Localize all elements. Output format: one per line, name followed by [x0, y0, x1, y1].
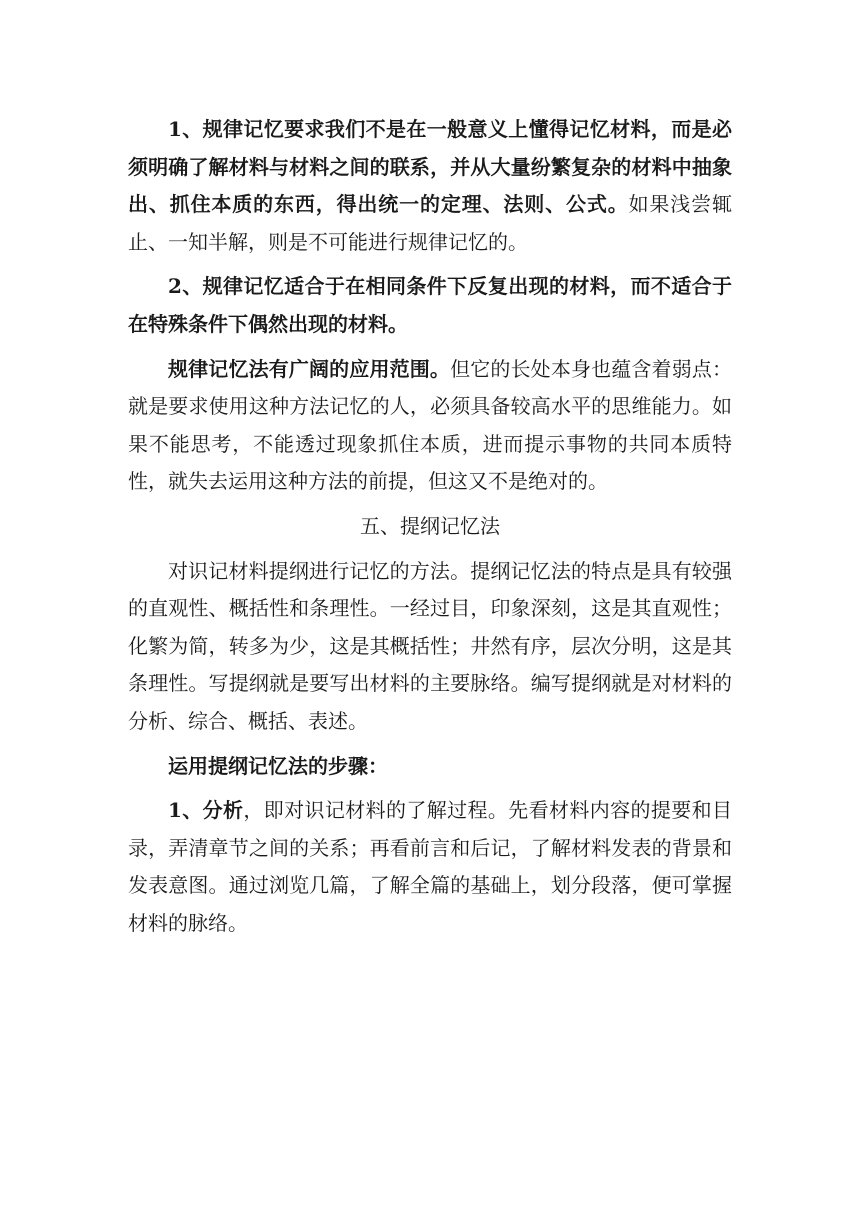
- bold-text: 2、规律记忆适合于在相同条件下反复出现的材料，而不适合于在特殊条件下偶然出现的材料。: [128, 274, 732, 336]
- bold-text: 1、分析: [168, 798, 244, 823]
- paragraph-rule-memory-scope: [128, 351, 732, 501]
- section-heading: [128, 508, 732, 546]
- paragraph-steps-title: [128, 748, 732, 786]
- bold-text: 规律记忆法有广阔的应用范围。: [168, 356, 451, 381]
- bold-text: 1、规律记忆要求我们不是在一般意义上懂得记忆材料，而是必须明确了解材料与材料之间的联系，并从大量纷繁复杂的材料中抽象出、抓住本质的东西，得出统一的定理、法则、公式。: [128, 117, 732, 217]
- body-text: ，即对识记材料的了解过程。先看材料内容的提要和目录，弄清章节之间的关系；再看前言和后记，了解材料发表的背景和发表意图。通过浏览几篇，了解全篇的基础上，划分段落，便可掌握材料的脉络。: [128, 798, 733, 935]
- paragraph-rule-memory-requirement: [128, 111, 732, 261]
- paragraph-outline-memory-definition: [128, 553, 732, 741]
- body-text: 如果浅尝辄止、一知半解，则是不可能进行规律记忆的。: [128, 192, 733, 254]
- body-text: 对识记材料提纲进行记忆的方法。提纲记忆法的特点是具有较强的直观性、概括性和条理性。一经过目，印象深刻，这是其直观性；化繁为简，转多为少，这是其概括性；井然有序，层次分明，这是其条理性。写提纲就是要写出材料的主要脉络。编写提纲就是对材料的分析、综合、概括、表述。: [128, 558, 732, 733]
- document-body: [128, 111, 732, 949]
- body-text: 但它的长处本身也蕴含着弱点：就是要求使用这种方法记忆的人，必须具备较高水平的思维能力。如果不能思考，不能透过现象抓住本质，进而提示事物的共同本质特性，就失去运用这种方法的前提，但这又不是绝对的。: [128, 356, 733, 494]
- bold-text: 运用提纲记忆法的步骤：: [168, 753, 388, 778]
- paragraph-step-analysis: [128, 792, 732, 942]
- paragraph-rule-memory-suitability: [128, 268, 732, 343]
- heading-text: 五、提纲记忆法: [360, 513, 500, 538]
